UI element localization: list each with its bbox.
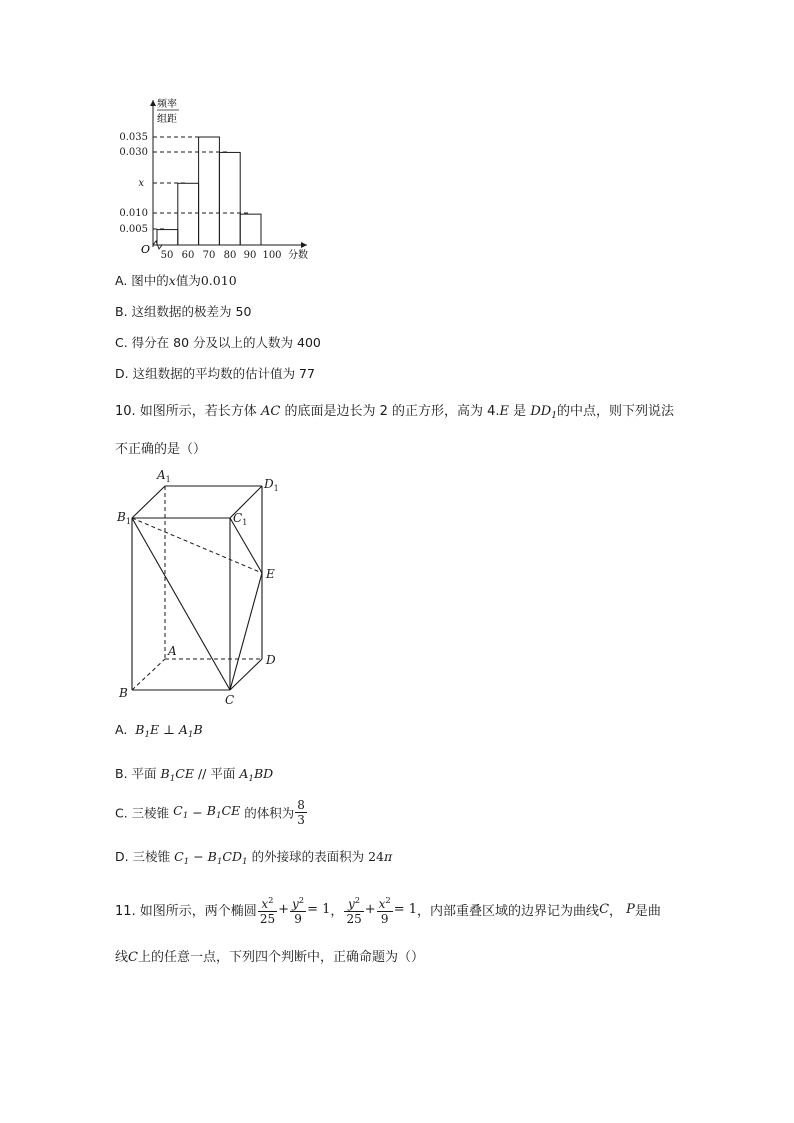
q9-option-d: D. 这组数据的平均数的估计值为 77 (115, 366, 315, 381)
label-c1: $C_1$ (233, 511, 248, 527)
label-b: B (119, 686, 128, 700)
q9-option-a-var: x (168, 273, 176, 288)
x-unit-label: 分数 (288, 250, 308, 261)
q11-stem-line2: 线C上的任意一点，下列四个判断中，正确命题为（） (115, 950, 424, 965)
q9-option-a-value: 0.010 (200, 273, 237, 288)
q10-ac: AC (260, 404, 281, 419)
y-title-bottom: 组距 (157, 114, 177, 125)
q10-text: 的中点，则下列说法 (556, 404, 674, 419)
q10-text: 是 (513, 404, 527, 419)
q10-text: 10. 如图所示，若长方体 (115, 404, 257, 419)
label-a: A (168, 644, 177, 658)
histogram-bar (157, 230, 178, 245)
cuboid-figure (112, 462, 292, 707)
q9-option-a (115, 271, 237, 289)
label-e: E (266, 567, 275, 581)
x-tick: 50 (160, 250, 174, 261)
q10-option-b: B. 平面 $B_1CE$ // 平面 $A_1BD$ (115, 766, 274, 785)
y-tick: x (138, 178, 144, 189)
q10-e: E (499, 404, 510, 419)
q10-stem-line1 (115, 400, 674, 421)
label-d1: $D_1$ (264, 477, 279, 493)
frequency-histogram (110, 95, 325, 267)
y-tick: 0.035 (119, 132, 148, 143)
q9-option-b: B. 这组数据的极差为 50 (115, 304, 252, 319)
q10-option-a: A. $B_1E$ ⊥ $A_1B$ (115, 722, 203, 741)
label-a1: $A_1$ (157, 468, 171, 484)
x-tick: 80 (223, 250, 237, 261)
histogram-bar (199, 137, 220, 245)
dashed-guides (153, 137, 250, 229)
q10-text: 的底面是边长为 2 的正方形，高为 4. (284, 404, 500, 419)
histogram-bar (240, 214, 261, 245)
bar-group (157, 137, 261, 245)
y-tick: 0.030 (119, 147, 148, 158)
q10-option-c: C. 三棱锥 $C_1 - B_1CE$ 的体积为 $\frac{8}{3}$ (115, 798, 305, 827)
x-tick: 100 (262, 250, 282, 261)
histogram-bar (178, 183, 199, 245)
x-tick: 70 (202, 250, 216, 261)
label-b1: $B_1$ (117, 510, 131, 526)
q9-option-a-tail: 值为 (175, 273, 201, 288)
q9-option-c: C. 得分在 80 分及以上的人数为 400 (115, 335, 321, 350)
q9-option-a-text: A. 图中的 (115, 273, 169, 288)
y-tick: 0.010 (119, 208, 148, 219)
q10-option-d: D. 三棱锥 $C_1 - B_1CD_1$ 的外接球的表面积为 24π (115, 849, 393, 868)
origin-label: O (141, 243, 151, 256)
x-tick: 90 (243, 250, 257, 261)
q10-dd1: $DD_1$ (530, 404, 557, 422)
q11-stem-line1: 11. 如图所示，两个椭圆 $\frac{x^2}{25}$ + $\frac{y^2}{9}$ = 1， $\frac{y^2}{25}$ + $\frac{x^2}{9}$ = 1，内部重叠区域的边界记为曲线C， P是曲 (115, 895, 661, 927)
q10-stem-line2: 不正确的是（） (115, 442, 207, 457)
label-c: C (225, 693, 235, 707)
histogram-bar (219, 152, 240, 245)
y-tick: 0.005 (119, 224, 148, 235)
x-tick: 60 (181, 250, 195, 261)
y-title-top: 频率 (157, 99, 177, 110)
label-d: D (266, 653, 276, 667)
